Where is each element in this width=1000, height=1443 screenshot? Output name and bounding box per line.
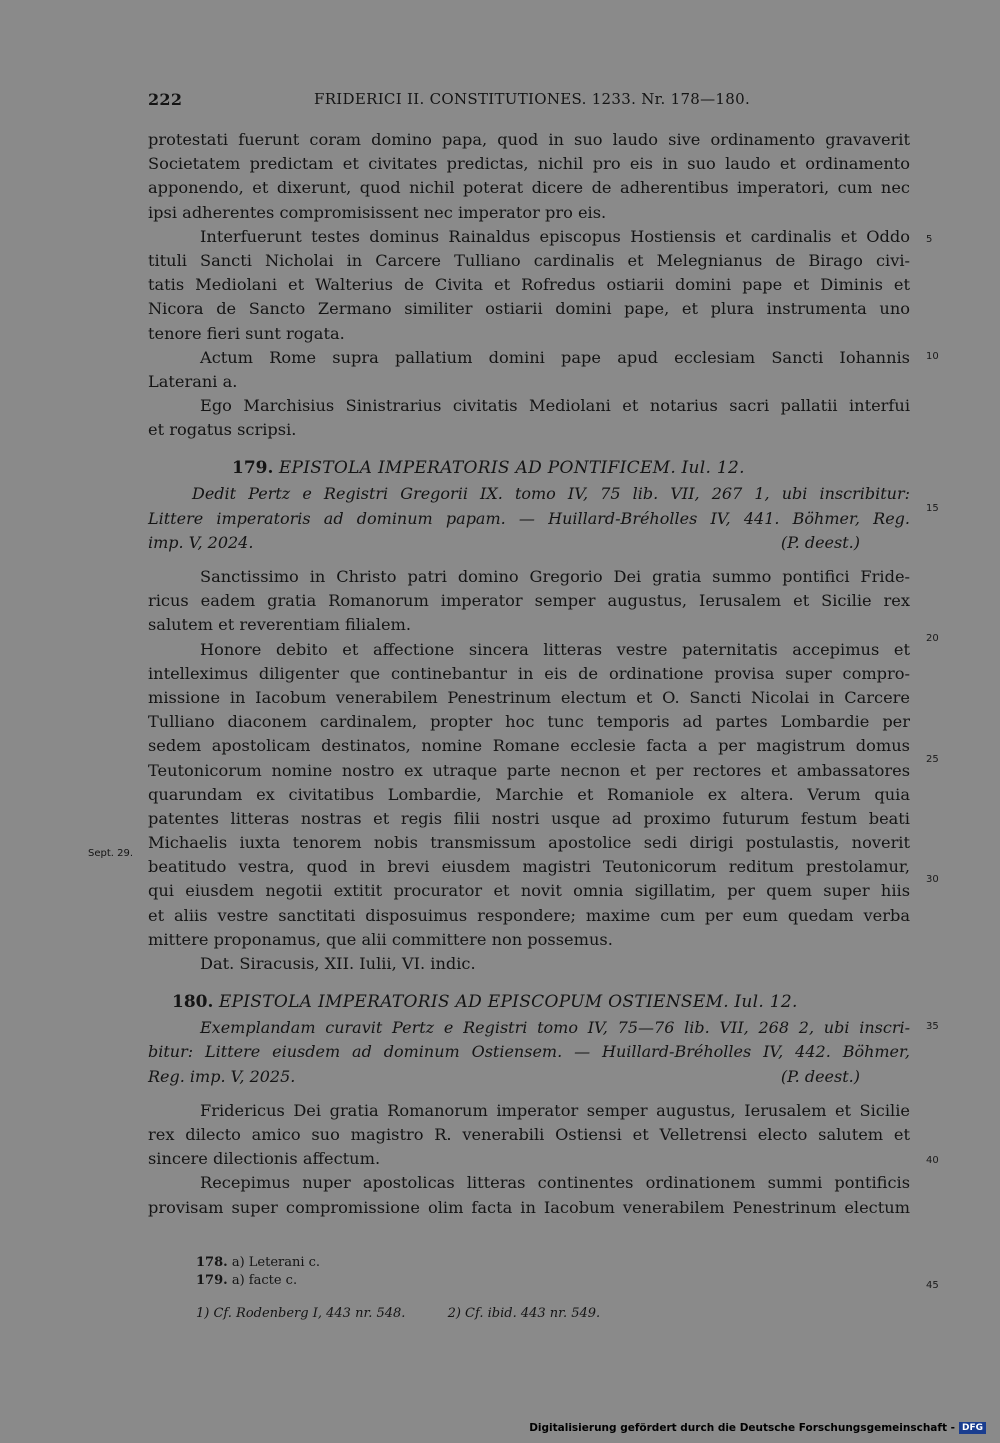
margin-date: Sept. 29. xyxy=(88,848,134,859)
document-heading-179 xyxy=(148,454,910,482)
text-line: missione in Iacobum venerabilem Penestrinum electum et O. Sancti Nicolai in Carcere xyxy=(148,687,910,707)
apparatus-entry xyxy=(196,1254,320,1272)
footnote: 2) Cf. ibid. 443 nr. 549. xyxy=(447,1306,601,1321)
line-number: 15 xyxy=(926,503,939,514)
text-line: Honore debito et affectione sincera litteras vestre paternitatis accepimus et xyxy=(200,639,910,659)
source-line xyxy=(148,1065,910,1089)
source-text: Reg. imp. V, 2025. xyxy=(148,1066,296,1086)
text-line: Societatem predictam et civitates predictas, nichil pro eis in suo laudo et ordinamento xyxy=(148,154,910,174)
text-line: tenore fieri sunt rogata. xyxy=(148,323,345,343)
document-date: Iul. 12. xyxy=(681,458,745,479)
text-line: sedem apostolicam destinatos, nomine Romane ecclesie facta a per magistrum domus xyxy=(148,736,910,756)
source-siglum: (P. deest.) xyxy=(780,532,860,552)
document-title: EPISTOLA IMPERATORIS AD PONTIFICEM. xyxy=(278,458,677,479)
apparatus-number: 179. xyxy=(196,1273,228,1288)
text-line: Actum Rome supra pallatium domini pape apud ecclesiam Sancti Iohannis xyxy=(200,347,910,367)
text-line: Michaelis iuxta tenorem nobis transmissum apostolice sedi dirigi postulastis, noverit xyxy=(148,833,910,853)
critical-apparatus xyxy=(196,1254,320,1290)
text-line: intelleximus diligenter que continebantur in eis de ordinatione provisa super compro- xyxy=(148,663,910,683)
line-number: 40 xyxy=(926,1155,939,1166)
document-number: 179. xyxy=(232,458,274,479)
dating-clause: Dat. Siracusis, XII. Iulii, VI. indic. xyxy=(200,954,476,973)
source-line: bitur: Littere eiusdem ad dominum Ostiensem. — Huillard-Bréholles IV, 442. Böhmer, xyxy=(148,1042,910,1062)
line-number: 45 xyxy=(926,1280,939,1291)
source-line: Exemplandam curavit Pertz e Registri tomo IV, 75—76 lib. VII, 268 2, ubi inscri- xyxy=(200,1018,910,1038)
text-line: tituli Sancti Nicholai in Carcere Tulliano cardinalis et Melegnianus de Birago civi- xyxy=(148,250,910,270)
text-line: protestati fuerunt coram domino papa, quod in suo laudo sive ordinamento gravaverit xyxy=(148,130,910,149)
text-line: Nicora de Sancto Zermano similiter ostiarii domini pape, et plura instrumenta uno xyxy=(148,299,910,319)
line-number: 35 xyxy=(926,1021,939,1032)
text-line: Fridericus Dei gratia Romanorum imperator semper augustus, Ierusalem et Sicilie xyxy=(200,1100,910,1120)
text-line: provisam super compromissione olim facta in Iacobum venerabilem Penestrinum electum xyxy=(148,1197,910,1217)
line-number: 10 xyxy=(926,351,939,362)
text-line: patentes litteras nostras et regis filii nostri usque ad proximo futurum festum beati xyxy=(148,808,910,828)
text-line: Teutonicorum nomine nostro ex utraque parte necnon et per rectores et ambassatores xyxy=(148,760,910,780)
running-title: FRIDERICI II. CONSTITUTIONES. 1233. Nr. 178—180. xyxy=(314,90,751,108)
line-number: 5 xyxy=(926,234,933,245)
line-number: 30 xyxy=(926,874,939,885)
document-title: EPISTOLA IMPERATORIS AD EPISCOPUM OSTIENSEM. xyxy=(218,992,729,1013)
running-header xyxy=(148,90,910,112)
line-number: 20 xyxy=(926,633,939,644)
text-line: mittere proponamus, que alii committere non possemus. xyxy=(148,929,613,949)
apparatus-text: a) Leterani c. xyxy=(231,1255,321,1270)
text-line: ricus eadem gratia Romanorum imperator semper augustus, Ierusalem et Sicilie rex xyxy=(148,591,910,611)
text-line: sincere dilectionis affectum. xyxy=(148,1149,381,1169)
apparatus-entry xyxy=(196,1272,320,1290)
source-text: imp. V, 2024. xyxy=(148,532,254,552)
dfg-logo: DFG xyxy=(959,1422,986,1434)
text-line: rex dilecto amico suo magistro R. venerabili Ostiensi et Velletrensi electo salutem et xyxy=(148,1124,910,1144)
apparatus-text: a) facte c. xyxy=(231,1273,298,1288)
line-number: 25 xyxy=(926,754,939,765)
text-line: salutem et reverentiam filialem. xyxy=(148,615,412,635)
source-note-180 xyxy=(148,1016,910,1089)
text-line: et rogatus scripsi. xyxy=(148,420,297,440)
digitization-footer xyxy=(529,1419,986,1437)
document-heading-180 xyxy=(148,988,910,1016)
text-line: quarundam ex civitatibus Lombardie, Marchie et Romaniole ex altera. Verum quia xyxy=(148,784,910,804)
text-line: Laterani a. xyxy=(148,371,238,391)
document-date: Iul. 12. xyxy=(734,992,798,1013)
text-line: apponendo, et dixerunt, quod nichil poterat dicere de adherentibus imperatori, cum nec xyxy=(148,178,910,198)
source-note-179 xyxy=(148,482,910,555)
text-line: tatis Mediolani et Walterius de Civita et Rofredus ostiarii domini pape et Diminis et xyxy=(148,275,910,295)
source-line: Littere imperatoris ad dominum papam. — Huillard-Bréholles IV, 441. Böhmer, Reg. xyxy=(148,508,910,528)
source-siglum: (P. deest.) xyxy=(780,1066,860,1086)
text-line: Tulliano diaconem cardinalem, propter hoc tunc temporis ad partes Lombardie per xyxy=(148,712,910,732)
apparatus-number: 178. xyxy=(196,1255,228,1270)
source-line xyxy=(148,531,910,555)
text-line: et aliis vestre sanctitati disposuimus respondere; maxime cum per eum quedam verba xyxy=(148,905,910,925)
text-line: ipsi adherentes compromisissent nec imperator pro eis. xyxy=(148,202,607,222)
page-number: 222 xyxy=(148,90,183,109)
text-line: Recepimus nuper apostolicas litteras continentes ordinationem summi pontificis xyxy=(200,1173,910,1193)
source-line: Dedit Pertz e Registri Gregorii IX. tomo IV, 75 lib. VII, 267 1, ubi inscribitur: xyxy=(192,484,910,504)
main-text xyxy=(148,128,910,1220)
text-line: beatitudo vestra, quod in brevi eiusdem magistri Teutonicorum reditum prestolamur, xyxy=(148,857,910,877)
text-line: qui eiusdem negotii extitit procurator et novit omnia sigillatim, per quem super hiis xyxy=(148,881,910,901)
footnote: 1) Cf. Rodenberg I, 443 nr. 548. xyxy=(196,1306,406,1321)
footer-text: Digitalisierung gefördert durch die Deutsche Forschungsgemeinschaft - xyxy=(529,1422,955,1434)
footnotes xyxy=(196,1306,638,1321)
document-number: 180. xyxy=(172,992,214,1013)
text-line: Interfuerunt testes dominus Rainaldus episcopus Hostiensis et cardinalis et Oddo xyxy=(200,226,910,246)
text-line: Ego Marchisius Sinistrarius civitatis Mediolani et notarius sacri pallatii interfui xyxy=(200,396,910,416)
text-line: Sanctissimo in Christo patri domino Gregorio Dei gratia summo pontifici Fride- xyxy=(200,567,910,586)
